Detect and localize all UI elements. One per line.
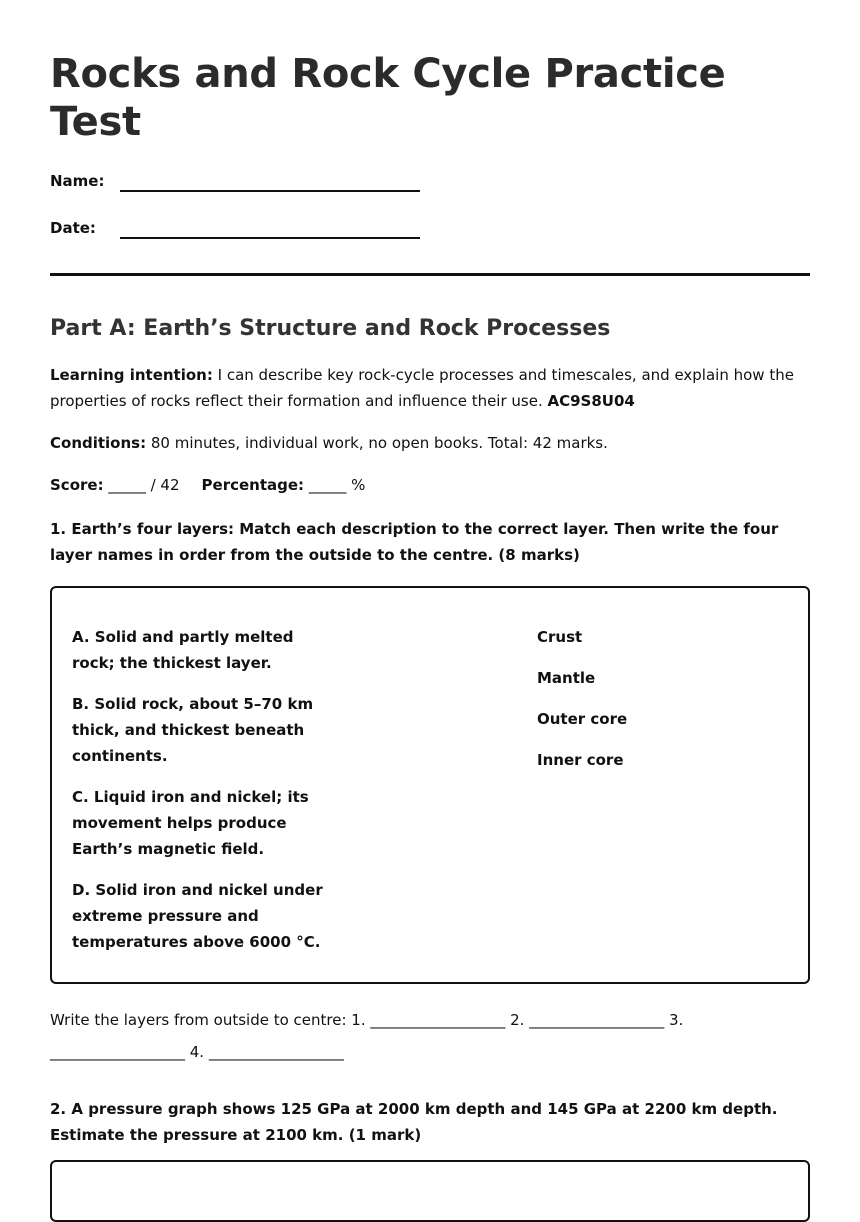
score-blank: _____ / 42	[103, 476, 180, 494]
question-1-prompt: 1. Earth’s four layers: Match each description to the correct layer. Then write the four layer names in order from the outside to the centre. (8 marks)	[50, 520, 779, 564]
score-label: Score:	[50, 476, 104, 494]
date-label: Date:	[50, 219, 96, 237]
name-input-line[interactable]	[120, 172, 420, 192]
description-b: B. Solid rock, about 5–70 km thick, and thickest beneath continents.	[72, 695, 314, 765]
conditions	[50, 430, 810, 456]
name-field-row	[50, 166, 810, 190]
curriculum-code: AC9S8U04	[547, 392, 635, 410]
conditions-label: Conditions:	[50, 434, 147, 452]
layer-mantle: Mantle	[537, 669, 596, 687]
layers-column	[537, 624, 627, 788]
date-input-line[interactable]	[120, 219, 420, 239]
layer-order-prompt[interactable]: Write the layers from outside to centre: 1. __________________ 2. __________________ 3. __________________ 4. __________________	[50, 1011, 684, 1061]
description-a: A. Solid and partly melted rock; the thickest layer.	[72, 628, 294, 672]
layer-crust: Crust	[537, 628, 583, 646]
section-divider	[50, 273, 810, 276]
layer-inner-core: Inner core	[537, 751, 624, 769]
name-label: Name:	[50, 172, 105, 190]
percentage-label: Percentage:	[201, 476, 305, 494]
learning-intention-label: Learning intention:	[50, 366, 213, 384]
page-title: Rocks and Rock Cycle Practice Test	[50, 51, 726, 145]
score-line	[50, 472, 810, 498]
descriptions-column	[72, 624, 337, 970]
conditions-text: 80 minutes, individual work, no open books. Total: 42 marks.	[146, 434, 608, 452]
question-2-answer-box[interactable]	[50, 1160, 810, 1222]
part-a-heading: Part A: Earth’s Structure and Rock Processes	[50, 316, 611, 341]
percentage-blank: _____ %	[304, 476, 366, 494]
question-2-prompt: 2. A pressure graph shows 125 GPa at 2000 km depth and 145 GPa at 2200 km depth. Estimate the pressure at 2100 km. (1 mark)	[50, 1100, 778, 1144]
date-field-row	[50, 213, 810, 237]
matching-box	[50, 586, 810, 984]
learning-intention-text: I can describe key rock-cycle processes and timescales, and explain how the properties of rocks reflect their formation and influence their use.	[50, 366, 794, 410]
description-c: C. Liquid iron and nickel; its movement helps produce Earth’s magnetic field.	[72, 788, 309, 858]
learning-intention	[50, 362, 810, 414]
description-d: D. Solid iron and nickel under extreme pressure and temperatures above 6000 °C.	[72, 881, 323, 951]
layer-outer-core: Outer core	[537, 710, 628, 728]
